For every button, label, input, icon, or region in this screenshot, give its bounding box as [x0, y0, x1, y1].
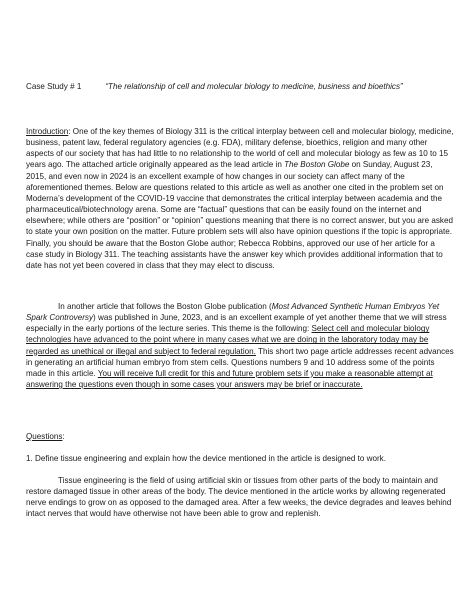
question-1-answer: Tissue engineering is the field of using artificial skin or tissues from other parts of the body to maintain and restore damaged tissue in other areas of the body. The device mentioned in the article works by allowing regenerated nerve endings to grow on as opposed to the damaged area. After a few weeks, the device degrades and leaves behind intact nerves that would have otherwise not have been able to grow and replenish.	[26, 476, 452, 519]
question-1: 1. Define tissue engineering and explain how the device mentioned in the article is designed to work.	[26, 454, 386, 463]
intro-text-2: on Sunday, August 23, 2015, and even now in 2024 is an excellent example of how changes in our society can affect many of the aforementioned themes. Below are questions related to this article as well as another one cited in the problem set on Moderna’s development of the COVID-19 vaccine that demonstrates the critical interplay between academia and the pharmaceutical/biotechnology arena. Some are “factual” questions that can be easily found on the internet and elsewhere; while others are “position” or “opinion” questions meaning that there is no correct answer, but you are asked to state your own position on the matter. Future problem sets will also have opinion questions if the topic is appropriate. Finally, you should be aware that the Boston Globe author; Rebecca Robbins, approved our use of her article for a case study in Biology 311. The teaching assistants have the answer key which provides additional information that to date has not yet been covered in class that they may elect to discuss.	[26, 160, 453, 270]
publication-name: The Boston Globe	[284, 160, 350, 170]
document-page	[26, 0, 454, 613]
second-text-1: In another article that follows the Boston Globe publication (	[58, 302, 272, 311]
questions-heading-colon: :	[62, 432, 65, 441]
second-text-3: This short two page article addresses recent advances in generating an artificial human embryo from stem cells. Questions numbers 9 and 10 address some of the points made in this article.	[26, 346, 454, 378]
case-title: “The relationship of cell and molecular biology to medicine, business and bioethics”	[105, 82, 403, 91]
case-number: Case Study # 1	[26, 82, 82, 91]
case-study-title	[26, 81, 454, 92]
intro-text-1: : One of the key themes of Biology 311 is the critical interplay between cell and molecular biology, medicine, business, patent law, federal regulatory agencies (e.g. FDA), military defense, bioethics, religion and many other aspects of our society that has had little to no relationship to the world of cell and molecular biology as few as 10 to 15 years ago. The attached article originally appeared as the lead article in	[26, 127, 454, 170]
credit-statement: You will receive full credit for this and future problem sets if you make a reasonable attempt at answering the questions even though in some cases your answers may be brief or inaccurate.	[26, 368, 433, 390]
second-article-paragraph	[26, 301, 454, 390]
questions-heading-text: Questions	[26, 432, 63, 441]
introduction-paragraph	[26, 126, 454, 271]
article-title: Most Advanced Synthetic Human Embryos Yet Spark Controversy	[26, 302, 440, 323]
theme-statement: Select cell and molecular biology technologies have advanced to the point where in many cases what we are doing in the laboratory today may be regarded as unethical or illegal and subject to federal regulation.	[26, 324, 430, 356]
introduction-heading: Introduction	[26, 127, 69, 136]
questions-heading	[26, 431, 454, 442]
second-text-2: ) was published in June, 2023, and is an excellent example of yet another theme that we will stress especially in the early portions of the lecture series. This theme is the following:	[26, 313, 447, 334]
